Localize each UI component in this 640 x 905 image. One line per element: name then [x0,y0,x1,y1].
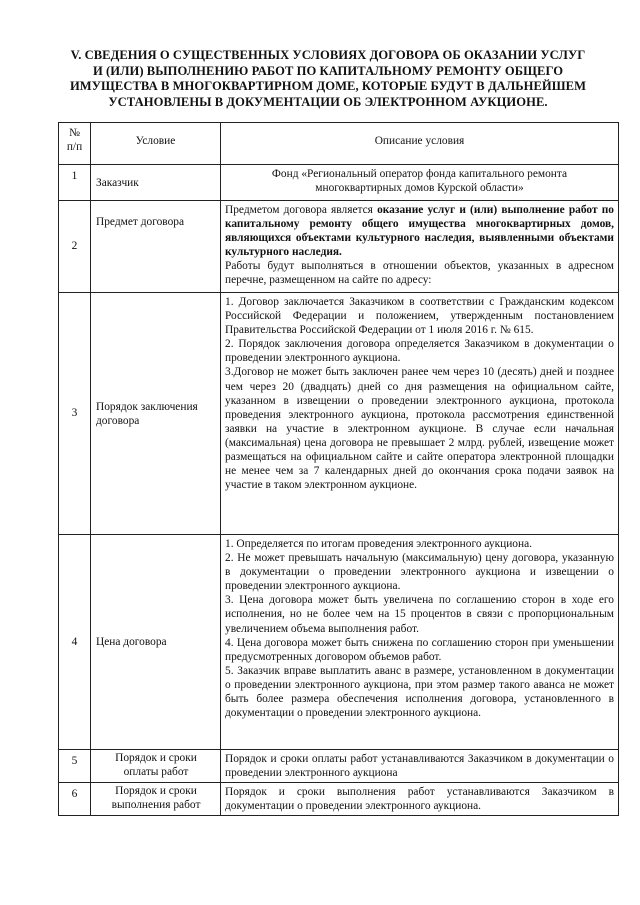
row-label: Заказчик [91,165,221,201]
heading-line: И (ИЛИ) ВЫПОЛНЕНИЮ РАБОТ ПО КАПИТАЛЬНОМУ РЕМОНТУ ОБЩЕГО [92,63,564,78]
row-number: 2 [59,201,91,293]
section-heading [58,48,598,110]
row-description: Фонд «Региональный оператор фонда капитального ремонта многоквартирных домов Курской области» [221,165,619,201]
heading-line: ИМУЩЕСТВА В МНОГОКВАРТИРНОМ ДОМЕ, КОТОРЫЕ БУДУТ В ДАЛЬНЕЙШЕМ [69,79,587,93]
row-number: 1 [59,165,91,201]
header-number: № п/п [59,123,91,165]
row-number: 3 [59,293,91,535]
row-label: Предмет договора [91,201,221,293]
table-row [59,750,619,783]
list-item: 1. Договор заключается Заказчиком в соответствии с Гражданским кодексом Российской Федерации и положением, утвержденным постановлением Правительства Российской Федерации от 1 июля 2016 г. № 615. [225,296,614,337]
row-number: 6 [59,783,91,816]
row-number: 5 [59,750,91,783]
row-description [221,293,619,535]
header-condition: Условие [91,123,221,165]
heading-line: УСТАНОВЛЕНЫ В ДОКУМЕНТАЦИИ ОБ ЭЛЕКТРОННОМ АУКЦИОНЕ. [108,94,548,109]
list-item: 2. Порядок заключения договора определяется Заказчиком в документации о проведении электронного аукциона. [225,338,614,365]
row-description: Порядок и сроки выполнения работ устанавливаются Заказчиком в документации о проведении электронного аукциона. [221,783,619,816]
table-row [59,293,619,535]
conditions-table [58,122,619,816]
list-item: 5. Заказчик вправе выплатить аванс в размере, установленном в документации о проведении электронного аукциона, при этом размер такого аванса не может быть более размера обеспечения исполнения договора, установленного в документации о проведении электронного аукциона. [225,664,614,720]
table-row [59,783,619,816]
table-row [59,535,619,750]
row-description [221,535,619,750]
list-item: 3.Договор не может быть заключен ранее чем через 10 (десять) дней и позднее чем через 20 (двадцать) дней со дня размещения на официальном сайте, указанном в извещении о проведении электронного аукциона, протокола проведения электронного аукциона, протокола рассмотрения единственной заявки на участие в электронном аукционе. В случае если начальная (максимальная) цена договора не превышает 2 млрд. рублей, извещение может размещаться на официальном сайте и сайте оператора электронной площадки не менее чем за 7 календарных дней до окончания срока подачи заявок на участие в таком электронном аукционе. [225,366,614,492]
row-description: Предметом договора является оказание услуг и (или) выполнение работ по капитальному ремонту общего имущества многоквартирных домов, являющихся объектами культурного наследия, выявленными объектами культурного наследия. Работы будут выполняться в отношении объектов, указанных в адресном перечне, размещенном на сайте по адресу: [221,201,619,293]
list-item: 3. Цена договора может быть увеличена по соглашению сторон в ходе его исполнения, но не более чем на 15 процентов в связи с пропорциональным увеличением объема выполнения работ. [225,594,614,635]
table-header-row [59,123,619,165]
row-label: Порядок и сроки оплаты работ [91,750,221,783]
table-row [59,165,619,201]
row-label: Цена договора [91,535,221,750]
row-number: 4 [59,535,91,750]
header-description: Описание условия [221,123,619,165]
row-label: Порядок и сроки выполнения работ [91,783,221,816]
table-row [59,201,619,293]
list-item: 1. Определяется по итогам проведения электронного аукциона. [225,538,533,550]
list-item: 2. Не может превышать начальную (максимальную) цену договора, указанную в документации о проведении электронного аукциона и извещении о проведении электронного аукциона. [225,552,614,593]
heading-line: V. СВЕДЕНИЯ О СУЩЕСТВЕННЫХ УСЛОВИЯХ ДОГОВОРА ОБ ОКАЗАНИИ УСЛУГ [70,48,586,62]
row-label: Порядок заключения договора [91,293,221,535]
list-item: 4. Цена договора может быть снижена по соглашению сторон при уменьшении предусмотренных договором объемов работ. [225,636,614,663]
row-description: Порядок и сроки оплаты работ устанавливаются Заказчиком в документации о проведении электронного аукциона [221,750,619,783]
